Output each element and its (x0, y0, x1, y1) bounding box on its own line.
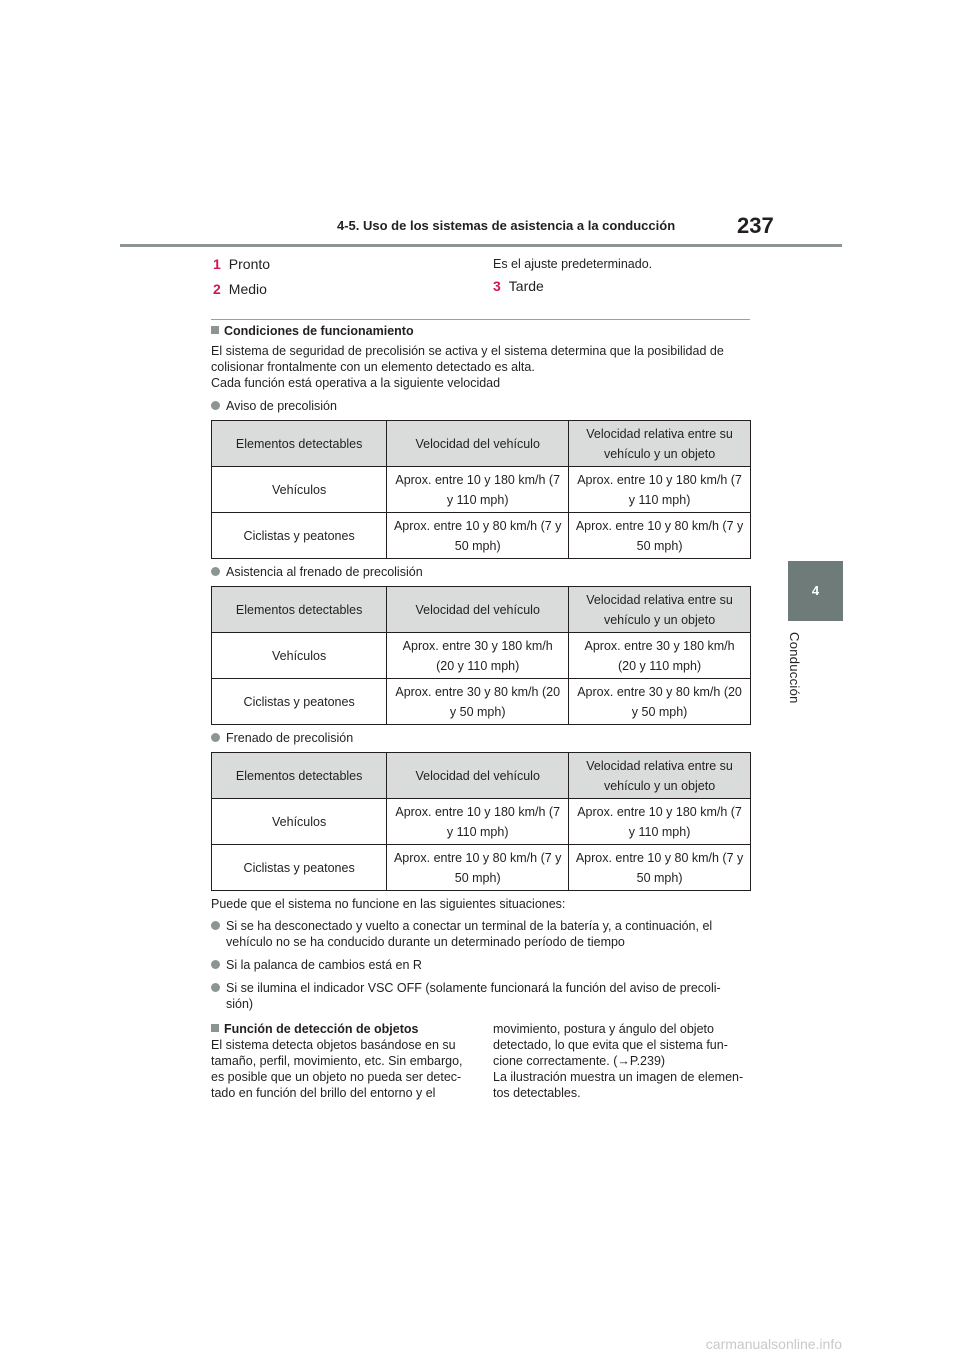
circle-bullet-icon (211, 733, 220, 742)
table-cell: Aprox. entre 30 y 80 km/h (20 y 50 mph) (569, 679, 751, 725)
speed-table-aviso (211, 420, 751, 559)
situations-intro: Puede que el sistema no funcione en las siguientes situaciones: (211, 897, 566, 911)
page-number: 237 (737, 213, 774, 238)
table-cell: Aprox. entre 10 y 180 km/h (7 y 110 mph) (569, 467, 751, 513)
square-bullet-icon (211, 326, 219, 334)
table-cell: Aprox. entre 30 y 180 km/h (20 y 110 mph) (569, 633, 751, 679)
detection-left-line-2: tamaño, perfil, movimiento, etc. Sin embargo, (211, 1054, 463, 1068)
header-cell: Elementos detectables (212, 421, 387, 467)
circle-bullet-icon (211, 921, 220, 930)
option-number: 3 (493, 278, 501, 294)
header-cell: Velocidad relativa entre su vehículo y un objeto (569, 421, 751, 467)
table-cell: Vehículos (212, 799, 387, 845)
detection-right-line-1: movimiento, postura y ángulo del objeto (493, 1022, 714, 1036)
conditions-heading: Condiciones de funcionamiento (211, 323, 414, 339)
option-1 (213, 256, 270, 272)
option-label: Tarde (508, 278, 544, 294)
conditions-para2: Cada función está operativa a la siguiente velocidad (211, 376, 501, 390)
header-cell: Elementos detectables (212, 753, 387, 799)
table-row (212, 799, 751, 845)
option-label: Medio (228, 281, 267, 297)
table-cell: Aprox. entre 10 y 180 km/h (7 y 110 mph) (387, 467, 569, 513)
table-cell: Aprox. entre 10 y 80 km/h (7 y 50 mph) (387, 513, 569, 559)
chapter-label: Conducción (787, 632, 802, 704)
table-cell: Aprox. entre 30 y 80 km/h (20 y 50 mph) (387, 679, 569, 725)
option-2 (213, 281, 267, 297)
table-row (212, 513, 751, 559)
table-cell: Aprox. entre 30 y 180 km/h (20 y 110 mph) (387, 633, 569, 679)
table-cell: Ciclistas y peatones (212, 679, 387, 725)
table-cell: Ciclistas y peatones (212, 845, 387, 891)
situation-item-3: Si se ilumina el indicador VSC OFF (solamente funcionará la función del aviso de precoli- (211, 980, 721, 996)
watermark-text: carmanualsonline.info (705, 1336, 842, 1352)
header-cell: Velocidad del vehículo (387, 753, 569, 799)
option-number: 1 (213, 256, 221, 272)
speed-table-asistencia (211, 586, 751, 725)
table-cell: Aprox. entre 10 y 80 km/h (7 y 50 mph) (569, 513, 751, 559)
table-row (212, 633, 751, 679)
situation-item-2: Si la palanca de cambios está en R (211, 957, 422, 973)
detection-right-line-2: detectado, lo que evita que el sistema fun- (493, 1038, 728, 1052)
table-header-row (212, 421, 751, 467)
header-cell: Velocidad relativa entre su vehículo y un objeto (569, 753, 751, 799)
detection-right-line-4: La ilustración muestra un imagen de elemen- (493, 1070, 744, 1084)
chapter-label-box (787, 632, 807, 712)
chapter-tab (788, 561, 843, 621)
detection-right-line-5: tos detectables. (493, 1086, 581, 1100)
circle-bullet-icon (211, 983, 220, 992)
section-title: 4-5. Uso de los sistemas de asistencia a la conducción (337, 218, 676, 233)
table-label-asistencia: Asistencia al frenado de precolisión (211, 564, 423, 580)
table-cell: Aprox. entre 10 y 80 km/h (7 y 50 mph) (387, 845, 569, 891)
table-cell: Ciclistas y peatones (212, 513, 387, 559)
table-cell: Aprox. entre 10 y 180 km/h (7 y 110 mph) (387, 799, 569, 845)
option-number: 2 (213, 281, 221, 297)
default-note: Es el ajuste predeterminado. (493, 257, 653, 271)
detection-left-line-3: es posible que un objeto no pueda ser detec- (211, 1070, 462, 1084)
table-cell: Vehículos (212, 467, 387, 513)
circle-bullet-icon (211, 567, 220, 576)
table-header-row (212, 753, 751, 799)
header-cell: Velocidad del vehículo (387, 587, 569, 633)
header-cell: Velocidad relativa entre su vehículo y un objeto (569, 587, 751, 633)
circle-bullet-icon (211, 401, 220, 410)
situation-item-1: Si se ha desconectado y vuelto a conectar un terminal de la batería y, a continuación, el (211, 918, 712, 934)
table-label-aviso: Aviso de precolisión (211, 398, 337, 414)
table-label-frenado: Frenado de precolisión (211, 730, 353, 746)
header-cell: Velocidad del vehículo (387, 421, 569, 467)
detection-heading: Función de detección de objetos (211, 1021, 418, 1037)
table-row (212, 845, 751, 891)
conditions-para1-line1: El sistema de seguridad de precolisión se activa y el sistema determina que la posibilidad de (211, 344, 724, 358)
situation-item-1-cont: vehículo no se ha conducido durante un determinado período de tiempo (226, 935, 625, 949)
header-rule (120, 244, 842, 247)
circle-bullet-icon (211, 960, 220, 969)
table-row (212, 679, 751, 725)
table-cell: Aprox. entre 10 y 80 km/h (7 y 50 mph) (569, 845, 751, 891)
detection-right-line-3: cione correctamente. (→P.239) (493, 1054, 666, 1068)
table-header-row (212, 587, 751, 633)
header-cell: Elementos detectables (212, 587, 387, 633)
square-bullet-icon (211, 1024, 219, 1032)
option-label: Pronto (228, 256, 271, 272)
chapter-number: 4 (811, 583, 820, 598)
detection-left-line-4: tado en función del brillo del entorno y el (211, 1086, 436, 1100)
section-divider (211, 319, 750, 320)
conditions-para1-line2: colisionar frontalmente con un elemento detectado es alta. (211, 360, 535, 374)
situation-item-3-cont: sión) (226, 997, 254, 1011)
speed-table-frenado (211, 752, 751, 891)
table-cell: Aprox. entre 10 y 180 km/h (7 y 110 mph) (569, 799, 751, 845)
option-3 (493, 278, 544, 294)
table-cell: Vehículos (212, 633, 387, 679)
detection-left-line-1: El sistema detecta objetos basándose en su (211, 1038, 456, 1052)
table-row (212, 467, 751, 513)
